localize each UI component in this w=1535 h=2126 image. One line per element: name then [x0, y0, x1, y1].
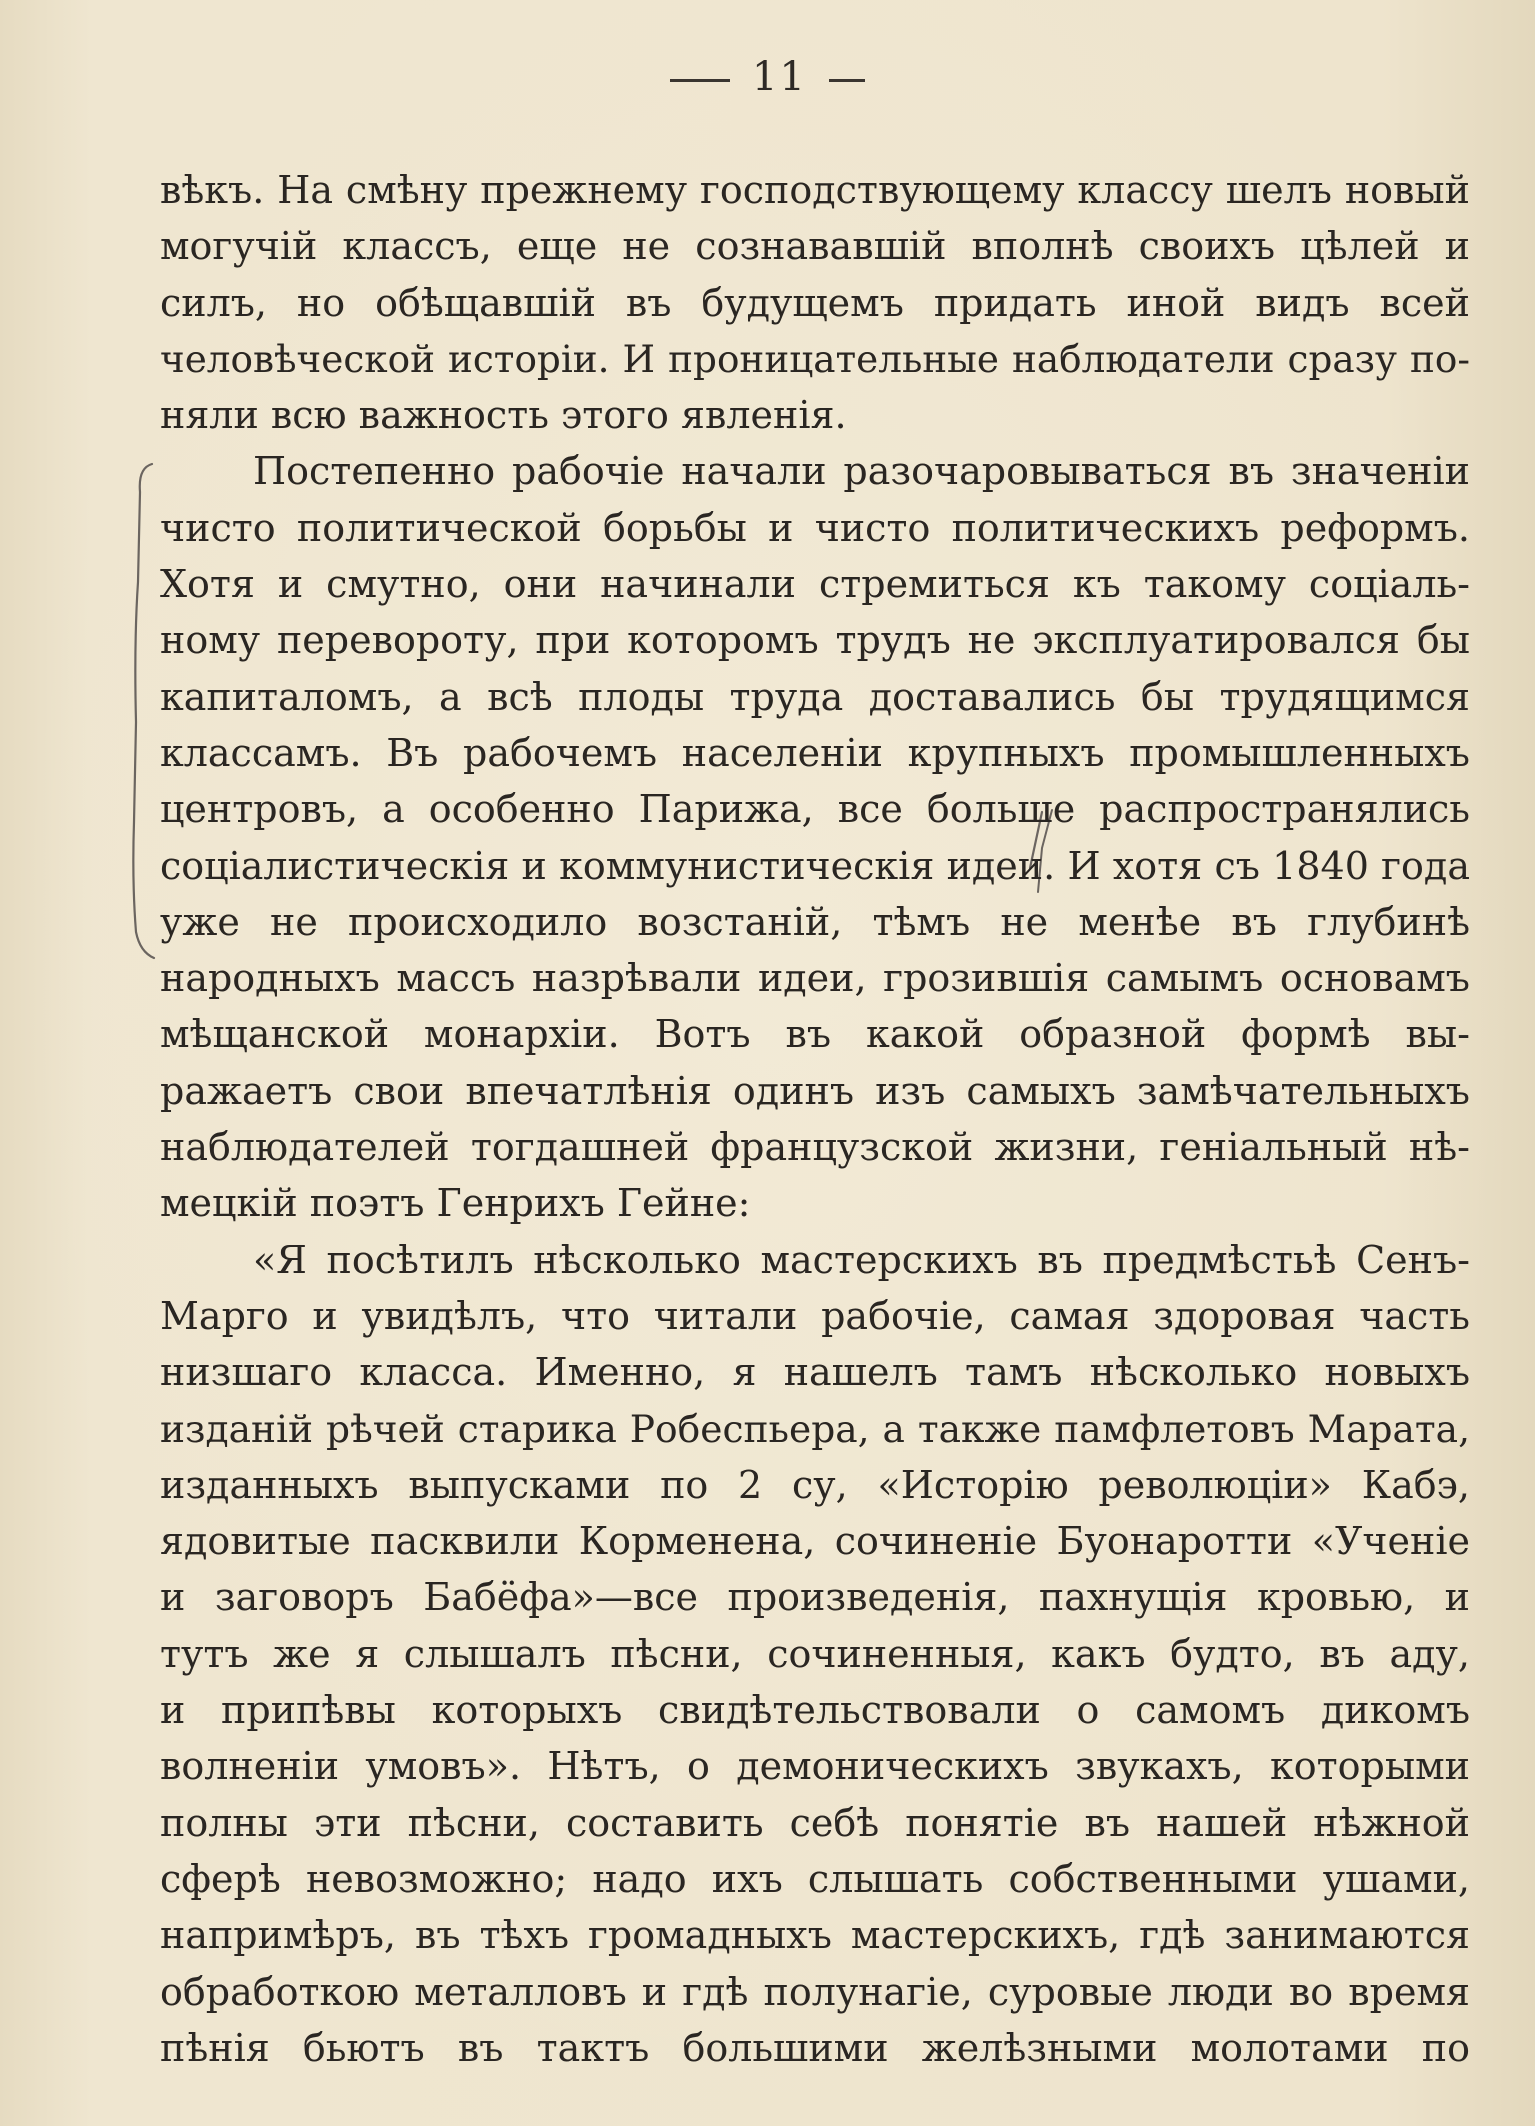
- text-line: Марго и увидѣлъ, что читали рабочіе, самая здоровая часть: [160, 1293, 1470, 1338]
- page-number-value: 11: [752, 54, 807, 100]
- text-line: вѣкъ. На смѣну прежнему господствующему классу шелъ новый: [160, 168, 1470, 212]
- text-line: ядовитые пасквили Корменена, сочиненіе Буонаротти «Ученіе: [160, 1519, 1470, 1564]
- text-line: тутъ же я слышалъ пѣсни, сочиненныя, какъ будто, въ аду,: [160, 1631, 1470, 1676]
- text-line: полны эти пѣсни, составить себѣ понятіе въ нашей нѣжной: [160, 1800, 1470, 1845]
- text-line: напримѣръ, въ тѣхъ громадныхъ мастерскихъ, гдѣ занимаются: [160, 1913, 1470, 1958]
- text-line-quote-start: «Я посѣтилъ нѣсколько мастерскихъ въ предмѣстьѣ Сенъ-: [253, 1237, 1470, 1282]
- text-line: пѣнія бьютъ въ тактъ большими желѣзными молотами по: [160, 2025, 1470, 2070]
- text-line: мѣщанской монархіи. Вотъ въ какой образной формѣ вы-: [160, 1012, 1470, 1057]
- page-number-dash-left: [670, 79, 730, 82]
- text-line: мецкій поэтъ Генрихъ Гейне:: [160, 1181, 751, 1226]
- text-line: обработкою металловъ и гдѣ полунагіе, суровые люди во время: [160, 1969, 1470, 2014]
- pencil-margin-bracket: [128, 462, 158, 962]
- text-line: изданій рѣчей старика Робеспьера, а также памфлетовъ Марата,: [160, 1406, 1470, 1451]
- text-line: капиталомъ, а всѣ плоды труда доставались бы трудящимся: [160, 674, 1470, 719]
- text-line: человѣческой исторіи. И проницательные наблюдатели сразу по-: [160, 336, 1470, 381]
- text-line: центровъ, а особенно Парижа, все больше распространялись: [160, 787, 1470, 832]
- page-body-text: [160, 162, 1470, 2076]
- text-line: соціалистическія и коммунистическія идеи. И хотя съ 1840 года: [160, 843, 1470, 888]
- text-line: уже не происходило возстаній, тѣмъ не менѣе въ глубинѣ: [160, 899, 1470, 944]
- text-line: могучій классъ, еще не сознававшій вполнѣ своихъ цѣлей и: [160, 224, 1470, 269]
- text-line: народныхъ массъ назрѣвали идеи, грозившія самымъ основамъ: [160, 956, 1470, 1001]
- text-line: ражаетъ свои впечатлѣнія одинъ изъ самыхъ замѣчательныхъ: [160, 1068, 1470, 1113]
- text-line: низшаго класса. Именно, я нашелъ тамъ нѣсколько новыхъ: [160, 1350, 1470, 1395]
- text-line: и припѣвы которыхъ свидѣтельствовали о самомъ дикомъ: [160, 1688, 1470, 1733]
- text-line: ному перевороту, при которомъ трудъ не эксплуатировался бы: [160, 618, 1470, 663]
- text-line: изданныхъ выпусками по 2 су, «Исторію революціи» Кабэ,: [160, 1462, 1470, 1507]
- text-line: няли всю важность этого явленія.: [160, 393, 847, 438]
- text-line: Хотя и смутно, они начинали стремиться къ такому соціаль-: [160, 562, 1470, 607]
- page-number-dash-right: [829, 79, 865, 82]
- text-line: наблюдателей тогдашней французской жизни, геніальный нѣ-: [160, 1125, 1470, 1170]
- text-line: классамъ. Въ рабочемъ населеніи крупныхъ промышленныхъ: [160, 730, 1470, 775]
- text-line: и заговоръ Бабёфа»—все произведенія, пахнущія кровью, и: [160, 1575, 1470, 1620]
- text-line: сферѣ невозможно; надо ихъ слышать собственными ушами,: [160, 1856, 1470, 1901]
- text-line: волненіи умовъ». Нѣтъ, о демоническихъ звукахъ, которыми: [160, 1744, 1470, 1789]
- text-line-paragraph-start: Постепенно рабочіе начали разочаровываться въ значеніи: [253, 449, 1470, 494]
- text-line: силъ, но обѣщавшій въ будущемъ придать иной видъ всей: [160, 280, 1470, 325]
- page-number: [0, 54, 1535, 100]
- text-line: чисто политической борьбы и чисто политическихъ реформъ.: [160, 505, 1470, 550]
